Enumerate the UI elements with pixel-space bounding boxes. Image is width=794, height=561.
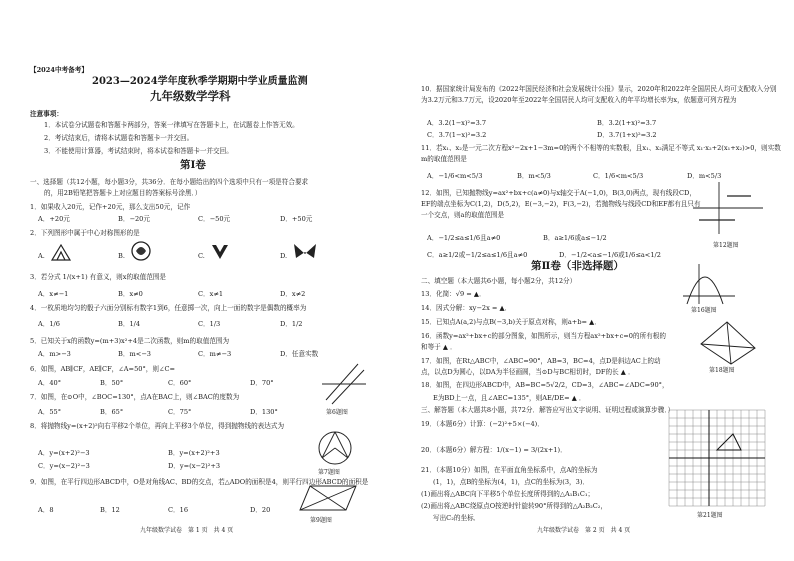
part1-title: 第Ⅰ卷 [180, 159, 206, 171]
question-3: 3．若分式 1/(x+1) 有意义，则x的取值范围是 [30, 273, 167, 281]
q4-opt-c: C．1/3 [198, 320, 221, 328]
question-11: 11．若x₁、x₂是一元二次方程x²−2x+1−3m=0的两个不相等的实数根，且x₁、x₂满足不等式 x₁·x₂+2(x₁+x₂)>0，则实数m的取值范围是 [421, 144, 781, 163]
q2-opt-c: C. [198, 252, 205, 260]
q18-line-1: 18．如图，在四边形ABCD中，AB=BC=5√2/2，CD=3，∠ABC=∠ADC=90°， [421, 381, 669, 389]
q11-opt-c: C．1/6<m<5/3 [593, 172, 644, 180]
q2-figure-a-icon [50, 242, 72, 262]
exam-tag: 【2024中考备考】 [30, 66, 88, 74]
q4-opt-a: A．1/6 [38, 320, 60, 328]
exam-subtitle: 九年级数学学科 [150, 89, 231, 103]
fig16-caption: 第16题图 [691, 307, 717, 314]
q2-opt-b: B. [118, 252, 125, 260]
figure-21-grid [667, 408, 767, 508]
question-14: 14．因式分解：xy−2x = ▲． [421, 304, 512, 312]
q21-line-4: (2)画出将△ABC绕原点O按逆时针旋转90°所得到的△A₂B₂C₂， [421, 502, 608, 510]
q3-opt-b: B．x≠0 [118, 290, 143, 298]
figure-12 [689, 178, 767, 238]
question-20: 20．（本题6分）解方程：1/(x−1) = 3/(2x+1)． [421, 446, 567, 454]
question-12: 12．如图，已知抛物线y=ax²+bx+c(a≠0)与x轴交于A(−1,0)，B(3,0)两点，现有线段CD，EF的端点坐标为C(1,2)，D(5,2)，E(−3,−2)，F(3,−2)，若抛物线与线段CD和EF都有且只有一个交点，则a的取值范围是 [421, 189, 701, 219]
q7-opt-a: A．55° [38, 408, 62, 416]
exam-title: 2023—2024学年度秋季学期期中学业质量监测 [92, 76, 308, 87]
q21-line-1: 21．（本题10分）如图，在平面直角坐标系中，点A的坐标为 [421, 466, 598, 474]
part2-title: 第Ⅱ卷（非选择题） [531, 260, 624, 272]
figure-18 [697, 318, 759, 368]
q6-opt-c: C．60° [168, 379, 192, 387]
q10-opt-b: B．3.2(1+x)²=3.7 [597, 119, 657, 127]
q2-figure-d-icon [292, 240, 318, 262]
fig9-caption: 第9题图 [310, 517, 332, 524]
q8-opt-d: D．y=(x−2)²+3 [168, 462, 221, 470]
fig18-caption: 第18题图 [709, 367, 735, 374]
question-15: 15．已知点A(a,2)与点B(−3,b)关于原点对称，则a+b= ▲． [421, 318, 601, 326]
fig7-caption: 第7题图 [318, 469, 340, 476]
fig6-caption: 第6题图 [326, 409, 348, 416]
q8-opt-c: C．y=(x−2)²−3 [38, 462, 90, 470]
q5-opt-a: A．m>−3 [38, 350, 71, 358]
figure-9 [296, 482, 360, 514]
q6-opt-a: A．40° [38, 379, 62, 387]
q3-opt-a: A．x≠−1 [38, 290, 69, 298]
q10-opt-c: C．3.7(1−x)²=3.2 [427, 131, 487, 139]
q2-opt-d: D. [280, 252, 288, 260]
q21-line-2: (1，1)，点B的坐标为(4，1)，点C的坐标为(3，3)． [433, 478, 589, 486]
q7-opt-d: D．130° [250, 408, 278, 416]
q21-line-5: 写出C₂的坐标． [433, 514, 481, 522]
q12-opt-a: A．−1/2≤a≤1/6且a≠0 [427, 234, 501, 242]
sec3-head: 三、解答题（本大题共8小题，共72分．解答应写出文字说明、证明过程或演算步骤．） [421, 406, 675, 414]
fig21-caption: 第21题图 [697, 512, 723, 519]
question-4: 4．一枚质地均匀的骰子六面分别标有数字1到6，任意掷一次，向上一面的数字是偶数的概率为 [30, 304, 307, 312]
q8-opt-b: B．y=(x+2)²+3 [168, 449, 220, 457]
question-1: 1．如果收入20元，记作+20元，那么支出50元，记作 [30, 203, 191, 211]
q8-opt-a: A．y=(x+2)²−3 [38, 449, 90, 457]
q12-opt-c: C．a≥1/2或−1/2≤a≤1/6且a≠0 [427, 251, 528, 259]
question-6: 6．如图，AB∥CF，AE∥CF，∠A=50°，则∠C= [30, 365, 176, 373]
question-8: 8．将抛物线y=(x+2)²向右平移2个单位，再向上平移3个单位，得到抛物线的表达式为 [30, 422, 285, 430]
q11-opt-b: B．m<5/3 [517, 172, 551, 180]
fig12-caption: 第12题图 [713, 242, 739, 249]
q11-opt-d: D．m<5/3 [687, 172, 722, 180]
question-7: 7．如图，在⊙O中，∠BOC=130°，点A在BAC上，则∠BAC的度数为 [30, 393, 240, 401]
q1-opt-c: C．−50元 [198, 215, 231, 223]
q12-opt-d: D．−1/2<a≤−1/6或1/6≤a<1/2 [559, 251, 661, 259]
q21-line-3: (1)画出将△ABC向下平移5个单位长度所得到的△A₁B₁C₁； [421, 490, 595, 498]
question-2: 2．下列图形中属于中心对称图形的是 [30, 229, 140, 237]
q7-opt-b: B．65° [100, 408, 124, 416]
sec1-head2: 的，用2B铅笔把答题卡上对应题目的答案标号涂黑．） [44, 189, 202, 197]
footer-right: 九年级数学试卷 第 2 页 共 4 页 [537, 527, 631, 534]
question-17: 17．如图，在Rt△ABC中，∠ABC=90°，AB=3，BC=4，点D是斜边AC上的动点，以点D为圆心，以DA为半径画圆，当⊙D与BC相切时，DF的长 ▲ ． [421, 357, 661, 376]
q9-opt-b: B．12 [100, 506, 120, 514]
q9-opt-c: C．16 [168, 506, 189, 514]
question-19: 19．（本题6分）计算：(−2)²+5×(−4)． [421, 420, 544, 428]
q6-opt-b: B．50° [100, 379, 124, 387]
q6-opt-d: D．70° [250, 379, 274, 387]
note-3: 3．不能使用计算器，考试结束时，将本试卷和答题卡一并交回。 [44, 147, 233, 155]
q18-line-2: E为BD上一点，且∠AEC=135°，则AE/DE= ▲ ． [433, 394, 586, 402]
question-13: 13．化简：√9 = ▲． [421, 290, 486, 298]
footer-left: 九年级数学试卷 第 1 页 共 4 页 [140, 527, 234, 534]
q1-opt-a: A．+20元 [38, 215, 70, 223]
q3-opt-c: C．x≠1 [198, 290, 224, 298]
note-1: 1．本试卷分试题卷和答题卡两部分，答案一律填写在答题卡上，在试题卷上作答无效。 [44, 121, 299, 129]
q12-opt-b: B．a≥1/6或a≤−1/2 [543, 234, 607, 242]
q2-opt-a: A. [38, 252, 45, 260]
q9-opt-d: D．20 [250, 506, 271, 514]
q5-opt-c: C．m≠−3 [198, 350, 232, 358]
q10-opt-a: A．3.2(1−x)²=3.7 [427, 119, 487, 127]
right-page [397, 0, 794, 561]
q5-opt-b: B．m<−3 [118, 350, 151, 358]
figure-6 [318, 360, 368, 408]
figure-16 [679, 260, 739, 306]
q10-opt-d: D．3.7(1+x)²=3.2 [597, 131, 657, 139]
q4-opt-b: B．1/4 [118, 320, 141, 328]
figure-7 [312, 428, 358, 468]
notes-heading: 注意事项： [30, 110, 63, 118]
note-2: 2．考试结束后，请将本试题卷和答题卡一并交回。 [44, 134, 194, 142]
question-10: 10．据国家统计局发布的《2022年国民经济和社会发展统计公报》显示，2020年和2022年全国居民人均可支配收入分别为3.2万元和3.7万元，设2020年至2022年全国居民人均可支配收入的年平均增长率为x，依题意可列方程为 [421, 85, 777, 104]
q1-opt-d: D．+50元 [280, 215, 313, 223]
question-5: 5．已知关于x的函数y=(m+3)x²+4是二次函数，则m的取值范围为 [30, 337, 230, 345]
q5-opt-d: D．任意实数 [280, 350, 319, 358]
q4-opt-d: D．1/2 [280, 320, 303, 328]
q7-opt-c: C．75° [168, 408, 192, 416]
q2-figure-c-icon [210, 242, 230, 262]
question-16: 16．函数y=ax²+bx+c的部分图象，如图所示，则当方程ax²+bx+c=0的所有根的和等于 ▲ ． [421, 332, 666, 351]
sec1-head: 一、选择题（共12小题，每小题3分，共36分．在每小题给出的四个选项中只有一项是符合要求 [30, 178, 309, 186]
q11-opt-a: A．−1/6<m<5/3 [427, 172, 483, 180]
sec2-head: 二、填空题（本大题共6小题，每小题2分，共12分） [421, 277, 577, 285]
q2-figure-b-icon [130, 240, 152, 262]
q1-opt-b: B．−20元 [118, 215, 150, 223]
question-9: 9．如图，在平行四边形ABCD中，O是对角线AC、BD的交点，若△ADO的面积是4，则平行四边形ABCD的面积是 [30, 478, 369, 486]
q3-opt-d: D．x≠2 [280, 290, 306, 298]
q9-opt-a: A．8 [38, 506, 54, 514]
